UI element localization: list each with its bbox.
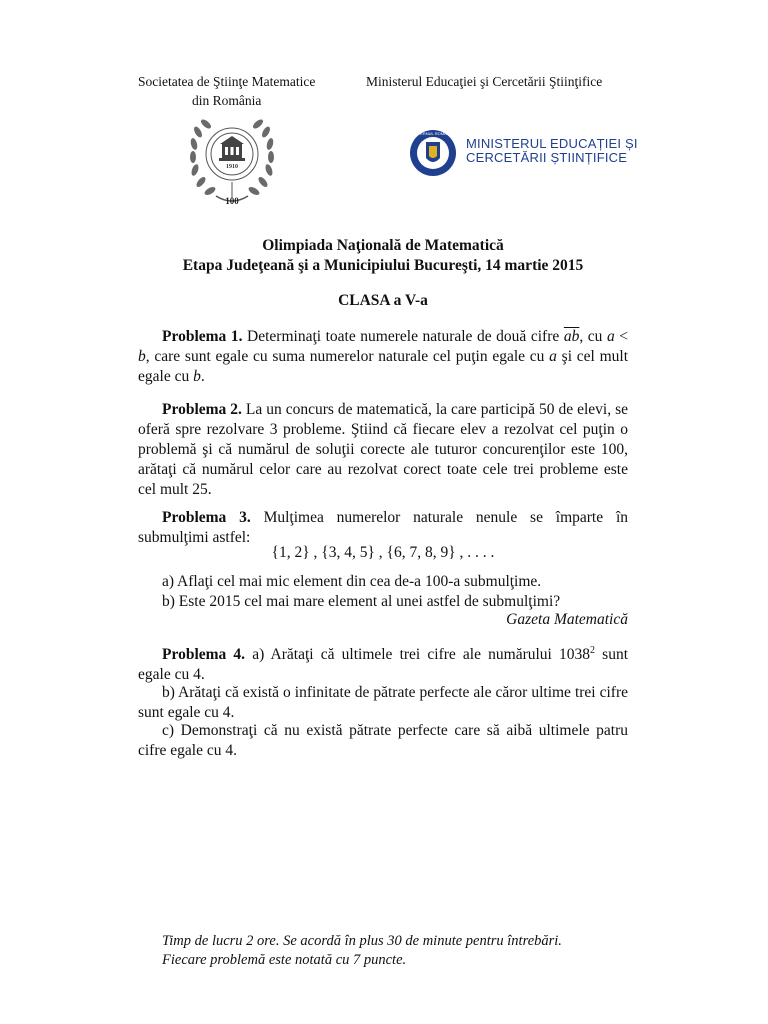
seal-year: 1910 (226, 164, 238, 170)
problem-3-sets: {1, 2} , {3, 4, 5} , {6, 7, 8, 9} , . . . . (271, 544, 495, 561)
problem-3-text: Mulţimea numerelor naturale nenule se împarte în submulţimi astfel: (138, 509, 628, 546)
problem-2-label: Problema 2. (162, 401, 242, 418)
problem-1-text-a: Determinaţi toate numerele naturale de două cifre (247, 328, 560, 345)
problem-1-lt: < (614, 328, 628, 345)
problem-3 (138, 508, 628, 548)
page-title (138, 236, 628, 276)
problem-3-part-b: b) Este 2015 cel mai mare element al unei astfel de submulţimi? (162, 593, 561, 610)
problem-3-part-a: a) Aflaţi cel mai mic element din cea de-a 100-a submulţime. (162, 573, 542, 590)
problem-2-text: La un concurs de matematică, la care participă 50 de elevi, se oferă spre rezolvare 3 probleme. Ştiind că fiecare elev a rezolvat cel puţin o problemă şi că numărul de soluţii corecte ale tuturor concurenţilor este 100, arătaţi că numărul celor care au rezolvat corect toate cele trei probleme este cel mult 25. (138, 401, 629, 498)
society-seal (186, 112, 278, 212)
problem-2 (138, 400, 628, 500)
problem-4-part-c: c) Demonstraţi că nu există pătrate perfecte care să aibă ultimele patru cifre egale cu 4. (138, 722, 628, 759)
footer-line1: Timp de lucru 2 ore. Se acordă în plus 30 de minute pentru întrebări. (162, 933, 562, 949)
problem-4 (138, 645, 628, 685)
ministry-badge-text: GUVERNUL ROMÂNIEI (411, 131, 455, 136)
problem-4-label: Problema 4. (162, 646, 246, 663)
society-name (138, 72, 315, 110)
problem-4-a-pre: a) Arătaţi că ultimele trei cifre ale numărului 1038 (252, 646, 591, 663)
ministry-badge (408, 128, 458, 178)
problem-1 (138, 327, 628, 387)
footer-line2: Fiecare problemă este notată cu 7 puncte. (162, 952, 407, 968)
footer-note (162, 932, 642, 970)
title-line1: Olimpiada Naţională de Matematică (262, 237, 504, 254)
title-line2: Etapa Judeţeană şi a Municipiului Bucureşti, 14 martie 2015 (182, 257, 584, 274)
problem-1-text-c: , care sunt egale cu suma numerelor naturale cel puţin egale cu (145, 348, 545, 365)
problem-4-part-b: b) Arătaţi că există o infinitate de pătrate perfecte ale căror ultime trei cifre sunt egale cu 4. (138, 684, 628, 721)
problem-1-text-g: . (200, 368, 205, 385)
seal-number: 100 (225, 196, 239, 206)
problem-1-var-b: b (138, 348, 146, 365)
ministry-logo-line1: MINISTERUL EDUCAȚIEI ȘI (466, 136, 638, 151)
problem-1-var-b2: b (193, 368, 201, 385)
problem-1-text-b: , cu (579, 328, 603, 345)
ministry-logo-text (466, 137, 638, 165)
problem-1-var-a2: a (549, 348, 557, 365)
problem-1-text-e: şi cel mult egale cu (138, 348, 628, 385)
problem-4-a-exp: 2 (590, 644, 596, 656)
problem-3-label: Problema 3. (162, 509, 251, 526)
ministry-name: Ministerul Educaţiei şi Cercetării Ştiinţifice (366, 74, 603, 89)
class-heading: CLASA a V-a (338, 292, 428, 309)
problem-1-var-a: a (606, 328, 615, 345)
society-name-line1: Societatea de Ştiinţe Matematice (138, 74, 316, 89)
society-name-line2: din România (192, 93, 262, 108)
problem-1-label: Problema 1. (162, 328, 243, 345)
problem-1-ab: $\overline{ab}$ (563, 328, 580, 345)
problem-4-a-post: sunt egale cu 4. (138, 646, 629, 683)
ministry-logo-line2: CERCETĂRII ȘTIINȚIFICE (466, 150, 628, 165)
problem-3-source: Gazeta Matematică (506, 611, 628, 628)
